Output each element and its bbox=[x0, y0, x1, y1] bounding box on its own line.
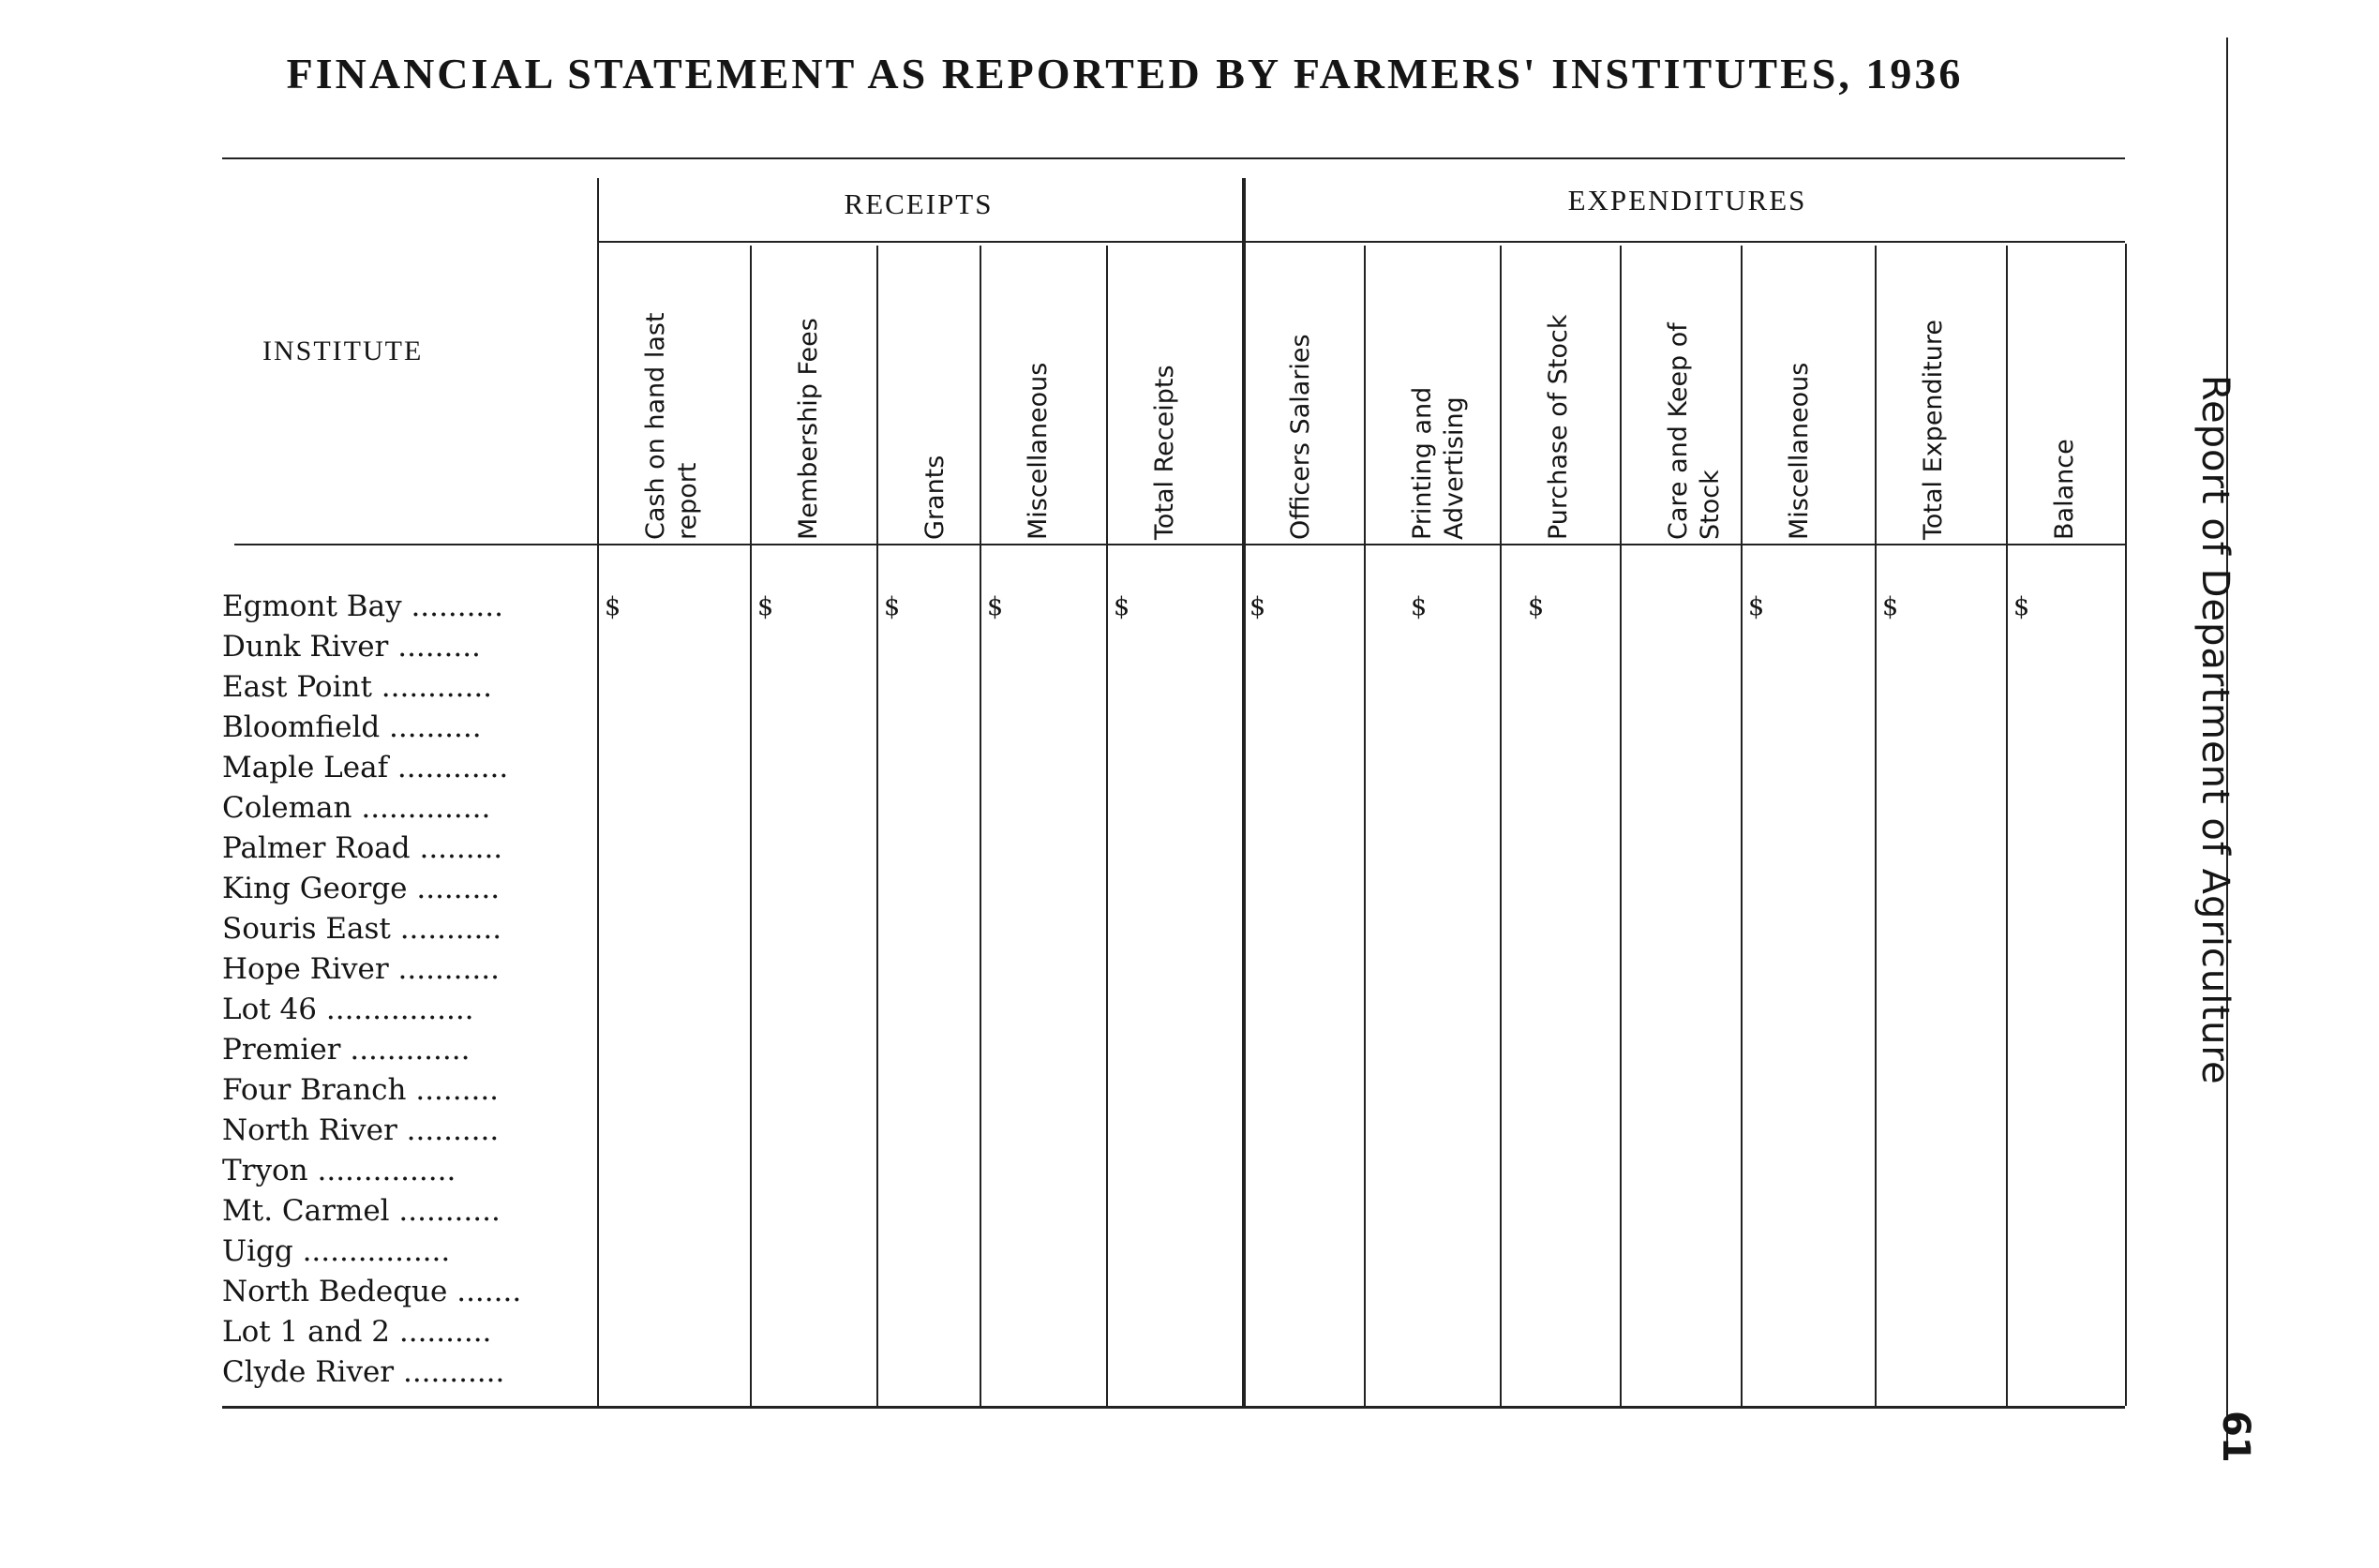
group-rule bbox=[597, 241, 2125, 243]
column-divider bbox=[980, 246, 981, 1406]
column-divider bbox=[1500, 246, 1502, 1406]
institute-name: Lot 1 and 2 .......... bbox=[222, 1315, 492, 1349]
institute-name: Mt. Carmel ........... bbox=[222, 1194, 501, 1228]
column-divider bbox=[876, 246, 878, 1406]
institute-name: East Point ............ bbox=[222, 670, 493, 704]
column-divider bbox=[1741, 246, 1743, 1406]
currency-symbol: $ bbox=[987, 592, 1004, 621]
institute-name: Souris East ........... bbox=[222, 912, 502, 946]
column-divider bbox=[2006, 246, 2008, 1406]
bottom-rule bbox=[222, 1406, 2125, 1409]
currency-symbol: $ bbox=[1882, 592, 1899, 621]
currency-symbol: $ bbox=[757, 592, 774, 621]
institute-name: Tryon ............... bbox=[222, 1154, 456, 1187]
institute-name: Hope River ........... bbox=[222, 952, 500, 986]
institute-name: Uigg ................ bbox=[222, 1234, 451, 1268]
currency-symbol: $ bbox=[1114, 592, 1130, 621]
institute-name: Palmer Road ......... bbox=[222, 831, 503, 865]
column-divider bbox=[2125, 244, 2127, 1406]
column-divider bbox=[1106, 246, 1108, 1406]
top-rule bbox=[222, 157, 2125, 159]
institute-name: North Bedeque ....... bbox=[222, 1275, 522, 1308]
column-header-total_r: Total Receipts bbox=[1150, 365, 1179, 540]
expenditures-group-label: EXPENDITURES bbox=[1567, 184, 1807, 217]
receipts-group-label: RECEIPTS bbox=[844, 187, 994, 220]
currency-symbol: $ bbox=[884, 592, 901, 621]
column-header-printing: Printing and Advertising bbox=[1408, 386, 1469, 540]
currency-symbol: $ bbox=[1528, 592, 1545, 621]
institute-name: Lot 46 ................ bbox=[222, 993, 474, 1026]
page-title: FINANCIAL STATEMENT AS REPORTED BY FARMERS' INSTITUTES, 1936 bbox=[286, 50, 1964, 97]
column-divider bbox=[750, 246, 752, 1406]
institute-name: Bloomfield .......... bbox=[222, 710, 482, 744]
institute-name: Coleman .............. bbox=[222, 791, 491, 825]
column-header-purchase: Purchase of Stock bbox=[1544, 314, 1573, 540]
institute-name: North River .......... bbox=[222, 1113, 500, 1147]
institute-name: Premier ............. bbox=[222, 1033, 471, 1067]
column-divider bbox=[1364, 246, 1366, 1406]
column-divider bbox=[597, 178, 599, 1406]
column-divider bbox=[1875, 246, 1877, 1406]
column-divider bbox=[1620, 246, 1622, 1406]
institute-name: King George ......... bbox=[222, 872, 501, 905]
institute-name: Egmont Bay .......... bbox=[222, 590, 503, 623]
column-header-fees: Membership Fees bbox=[794, 318, 823, 540]
column-header-total_e: Total Expenditure bbox=[1919, 320, 1948, 540]
institute-name: Dunk River ......... bbox=[222, 630, 481, 664]
institute-name: Four Branch ......... bbox=[222, 1073, 500, 1107]
column-header-misc_e: Miscellaneous bbox=[1785, 362, 1814, 540]
page-number: 61 bbox=[2214, 1411, 2257, 1463]
column-header-cash: Cash on hand last report bbox=[641, 312, 702, 540]
header-rule bbox=[234, 544, 2125, 545]
institute-column-header: INSTITUTE bbox=[262, 336, 424, 366]
institute-name: Clyde River ........... bbox=[222, 1355, 505, 1389]
column-divider bbox=[1242, 178, 1246, 1406]
currency-symbol: $ bbox=[605, 592, 621, 621]
column-header-misc_r: Miscellaneous bbox=[1024, 362, 1053, 540]
institute-name: Maple Leaf ............ bbox=[222, 751, 509, 784]
currency-symbol: $ bbox=[2013, 592, 2030, 621]
column-header-balance: Balance bbox=[2050, 439, 2079, 540]
column-header-grants: Grants bbox=[920, 455, 950, 540]
column-header-officers: Officers Salaries bbox=[1286, 334, 1315, 540]
side-running-title: Report of Department of Agriculture bbox=[2193, 375, 2237, 1085]
currency-symbol: $ bbox=[1249, 592, 1266, 621]
currency-symbol: $ bbox=[1748, 592, 1765, 621]
column-header-care: Care and Keep of Stock bbox=[1664, 322, 1725, 540]
currency-symbol: $ bbox=[1411, 592, 1428, 621]
